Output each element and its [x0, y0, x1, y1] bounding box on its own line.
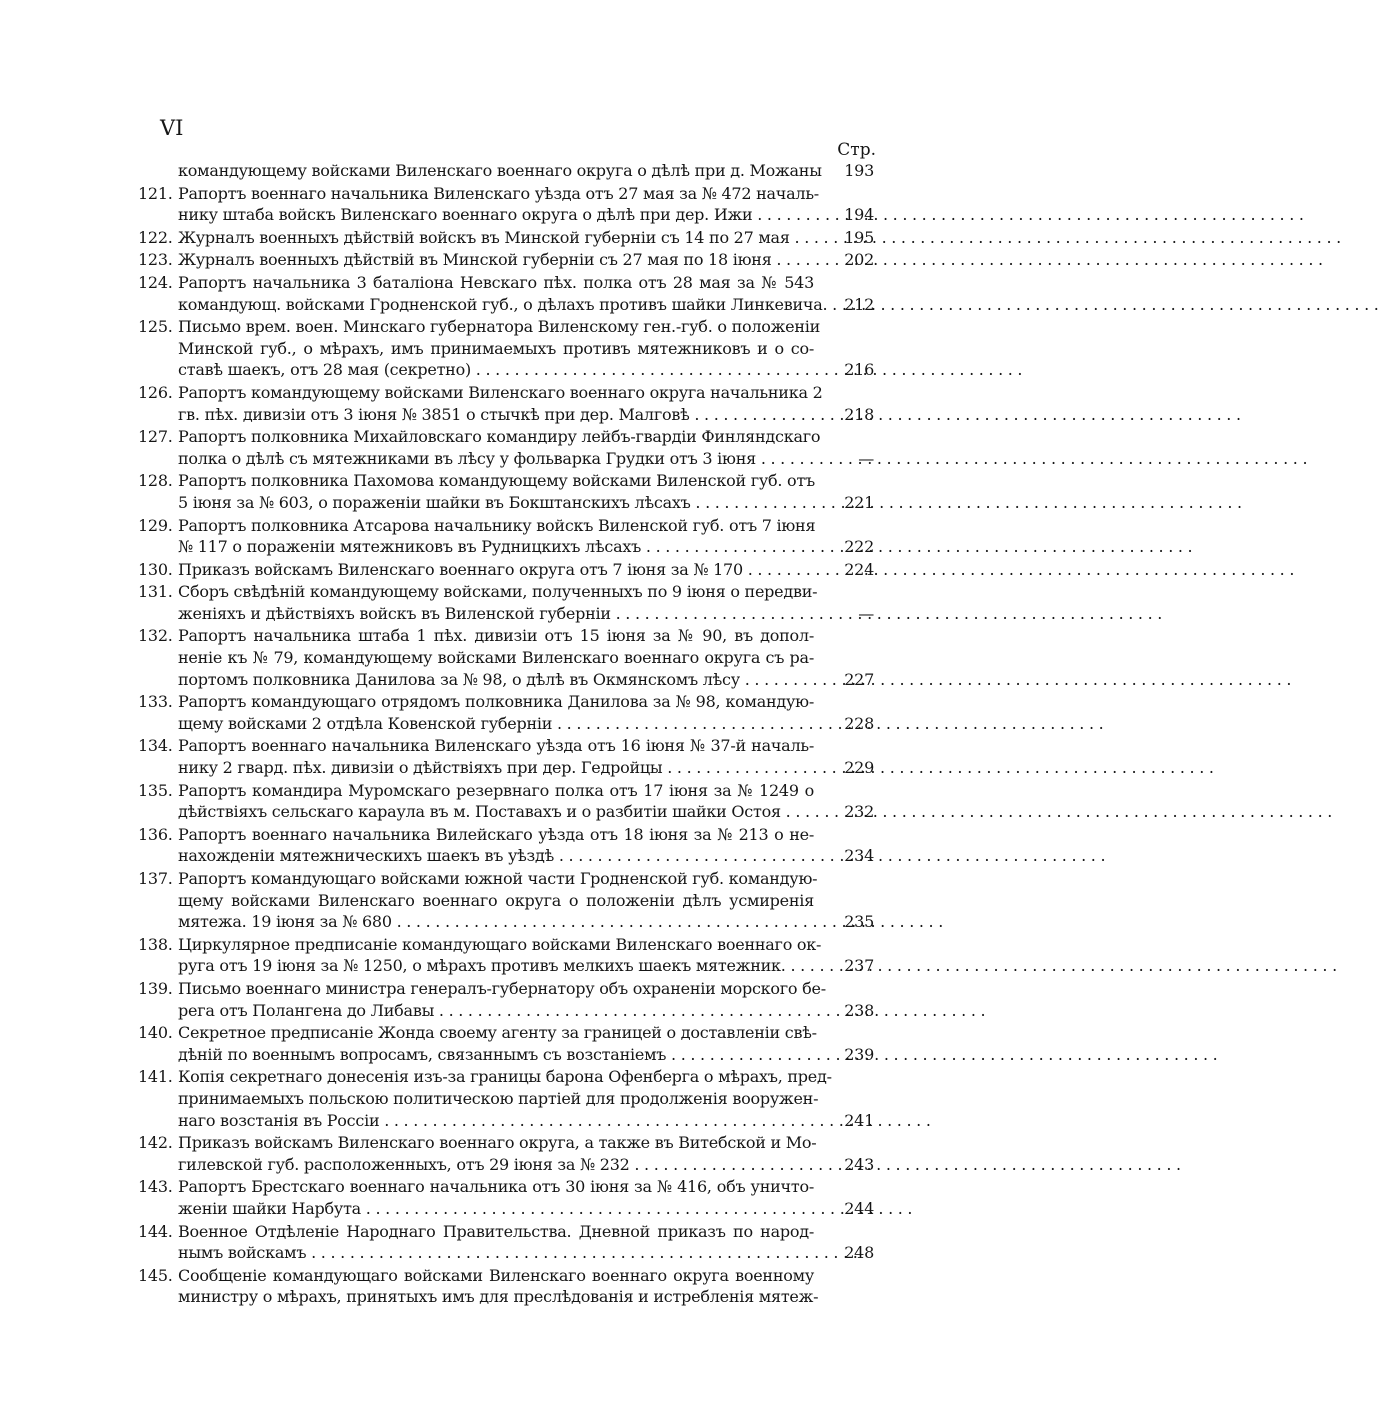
- toc-entry-page: 222: [844, 537, 874, 557]
- toc-entry-text: женіяхъ и дѣйствіяхъ войскъ въ Виленской губерніи . . .: [178, 603, 814, 625]
- toc-entry-page: 195: [844, 227, 874, 247]
- toc-entry-page: 202: [844, 250, 874, 270]
- toc-line: [138, 316, 858, 338]
- toc-entry: [138, 1265, 858, 1308]
- toc-entry-page: 237: [844, 956, 874, 976]
- toc-entry-number: 145.: [138, 1265, 173, 1285]
- toc-line: [138, 338, 858, 360]
- toc-entry-text: Приказъ войскамъ Виленскаго военнаго округа отъ 7 іюня за № 170 . . .: [178, 559, 814, 581]
- toc-entry-text: Военное Отдѣленіе Народнаго Правительства. Дневной приказъ по народ-: [178, 1221, 814, 1241]
- toc-entry-text: Журналъ военныхъ дѣйствій въ Минской губерніи съ 27 мая по 18 іюня . . .: [178, 249, 814, 271]
- toc-line: [138, 780, 858, 802]
- toc-entry-text: Циркулярное предписаніе командующаго войсками Виленскаго военнаго ок-: [178, 934, 822, 954]
- toc-line: [138, 359, 874, 381]
- toc-entry: [138, 426, 874, 469]
- toc-entry-number: 126.: [138, 382, 173, 402]
- toc-entry-page: —: [858, 603, 874, 623]
- toc-entry-text: Рапортъ полковника Атсарова начальнику войскъ Виленской губ. отъ 7 іюня: [178, 515, 816, 535]
- toc-entry-text: Письмо военнаго министра генералъ-губернатору объ охраненіи морского бе-: [178, 978, 826, 998]
- toc-line: [138, 735, 858, 757]
- toc-entry-text: Журналъ военныхъ дѣйствій войскъ въ Минской губерніи съ 14 по 27 мая . . .: [178, 227, 814, 249]
- toc-entry-number: 124.: [138, 272, 173, 292]
- toc-entry-text: Рапортъ военнаго начальника Виленскаго уѣзда отъ 27 мая за № 472 началь-: [178, 183, 819, 203]
- toc-entry-text: гв. пѣх. дивизіи отъ 3 іюня № 3851 о стычкѣ при дер. Малговѣ . . .: [178, 404, 814, 426]
- toc-entry-text: Копія секретнаго донесенія изъ-за границы барона Офенберга о мѣрахъ, пред-: [178, 1067, 832, 1087]
- toc-entry: [138, 691, 874, 734]
- toc-line: [138, 1198, 874, 1220]
- toc-line: [138, 515, 858, 537]
- toc-line: [138, 890, 858, 912]
- toc-entry-text: принимаемыхъ польскою политическою партіей для продолженія вооружен-: [178, 1088, 819, 1108]
- toc-line: [138, 1176, 858, 1198]
- toc-line: [138, 801, 874, 823]
- toc-line: [138, 625, 858, 647]
- toc-line: [138, 1286, 858, 1308]
- toc-line: [138, 227, 874, 249]
- toc-entry-number: 136.: [138, 824, 173, 844]
- toc-entry-number: 129.: [138, 515, 173, 535]
- toc-line: [138, 1044, 874, 1066]
- toc-entry-text: женіи шайки Нарбута . . .: [178, 1198, 814, 1220]
- page-column-header: Стр.: [837, 140, 876, 160]
- toc-entry-text: Сборъ свѣдѣній командующему войсками, полученныхъ по 9 іюня о передви-: [178, 582, 818, 602]
- toc-entry-text: неніе къ № 79, командующему войсками Виленскаго военнаго округа съ ра-: [178, 648, 814, 668]
- toc-entry-number: 140.: [138, 1023, 173, 1043]
- toc-line: [138, 404, 874, 426]
- toc-line: [138, 272, 858, 294]
- toc-entry-number: 127.: [138, 427, 173, 447]
- toc-line: [138, 647, 858, 669]
- toc-entry-text: гилевской губ. расположенныхъ, отъ 29 іюня за № 232 . . .: [178, 1154, 814, 1176]
- toc-entry-text: Рапортъ полковника Михайловскаго командиру лейбъ-гвардіи Финляндскаго: [178, 427, 821, 447]
- toc-entry-page: 224: [844, 559, 874, 579]
- toc-entry: [138, 559, 874, 581]
- toc-line: [138, 1154, 874, 1176]
- toc-line: [138, 559, 874, 581]
- toc-entry: [138, 1066, 874, 1131]
- toc-entry-text: Рапортъ командующаго войсками южной части Гродненской губ. командую-: [178, 869, 818, 888]
- toc-entry-text: министру о мѣрахъ, принятыхъ имъ для преслѣдованія и истребленія мятеж-: [178, 1287, 819, 1307]
- toc-line: [138, 160, 874, 182]
- table-of-contents: [138, 160, 874, 1309]
- toc-entry-page: 227: [844, 669, 874, 689]
- toc-entry: [138, 978, 874, 1021]
- toc-entry-text: нику штаба войскъ Виленскаго военнаго округа о дѣлѣ при дер. Ижи . . .: [178, 204, 814, 226]
- toc-entry-number: 133.: [138, 692, 173, 712]
- toc-entry-page: 212: [844, 294, 874, 314]
- toc-line: [138, 492, 874, 514]
- toc-entry-number: 139.: [138, 978, 173, 998]
- toc-line: [138, 713, 874, 735]
- toc-entry-text: Рапортъ командира Муромскаго резервнаго полка отъ 17 іюня за № 1249 о: [178, 780, 814, 800]
- toc-entry-page: 239: [844, 1044, 874, 1064]
- toc-line: [138, 1221, 858, 1243]
- toc-entry-page: 241: [844, 1110, 874, 1130]
- toc-line: [138, 824, 858, 846]
- toc-line: [138, 1265, 858, 1287]
- toc-entry: [138, 824, 874, 867]
- toc-line: [138, 868, 858, 890]
- toc-entry-page: 232: [844, 802, 874, 822]
- toc-line: [138, 1110, 874, 1132]
- toc-entry-text: дѣйствіяхъ сельскаго караула въ м. Поставахъ и о разбитіи шайки Остоя . . .: [178, 801, 814, 823]
- toc-entry-number: 125.: [138, 317, 173, 337]
- toc-line: [138, 1000, 874, 1022]
- toc-entry-text: руга отъ 19 іюня за № 1250, о мѣрахъ противъ мелкихъ шаекъ мятежник. . . .: [178, 955, 814, 977]
- toc-entry: [138, 272, 874, 315]
- toc-entry-page: 229: [844, 758, 874, 778]
- toc-line: [138, 426, 858, 448]
- toc-entry-text: Рапортъ командующаго отрядомъ полковника Данилова за № 98, командую-: [178, 692, 814, 712]
- toc-entry: [138, 183, 874, 226]
- toc-entry: [138, 249, 874, 271]
- toc-entry-page: 218: [844, 404, 874, 424]
- toc-entry-page: 243: [844, 1154, 874, 1174]
- toc-entry: [138, 625, 874, 690]
- toc-entry-text: ставѣ шаекъ, отъ 28 мая (секретно) . . .: [178, 359, 814, 381]
- toc-line: [138, 757, 874, 779]
- page-number: VI: [160, 116, 184, 140]
- toc-entry: [138, 735, 874, 778]
- toc-entry-text: Секретное предписаніе Жонда своему агенту за границей о доставленіи свѣ-: [178, 1023, 817, 1043]
- toc-line: [138, 934, 858, 956]
- toc-line: [138, 603, 874, 625]
- toc-entry-text: портомъ полковника Данилова за № 98, о дѣлѣ въ Окмянскомъ лѣсу . . .: [178, 669, 814, 691]
- toc-entry: [138, 1176, 874, 1219]
- toc-line: [138, 470, 858, 492]
- toc-entry-page: 216: [844, 360, 874, 380]
- toc-entry-text: 5 іюня за № 603, о пораженіи шайки въ Бокштанскихъ лѣсахъ . . .: [178, 492, 814, 514]
- toc-entry-text: щему войсками Виленскаго военнаго округа о положеніи дѣлъ усмиренія: [178, 890, 814, 910]
- toc-entry: [138, 868, 874, 933]
- toc-entry-number: 121.: [138, 183, 173, 203]
- toc-line: [138, 955, 874, 977]
- toc-line: [138, 382, 858, 404]
- toc-entry-number: 142.: [138, 1133, 173, 1153]
- toc-line: [138, 204, 874, 226]
- toc-entry-text: Рапортъ командующему войсками Виленскаго военнаго округа начальника 2: [178, 382, 823, 402]
- toc-line: [138, 911, 874, 933]
- toc-entry-number: 131.: [138, 582, 173, 602]
- toc-entry-text: наго возстанія въ Россіи . . .: [178, 1110, 814, 1132]
- toc-entry-number: 144.: [138, 1221, 173, 1241]
- toc-entry: [138, 227, 874, 249]
- toc-entry-text: Рапортъ военнаго начальника Вилейскаго уѣзда отъ 18 іюня за № 213 о не-: [178, 824, 814, 844]
- toc-entry-text: Письмо врем. воен. Минскаго губернатора Виленскому ген.-губ. о положеніи: [178, 317, 821, 337]
- toc-entry: [138, 515, 874, 558]
- toc-line: [138, 1132, 858, 1154]
- toc-entry-number: 132.: [138, 626, 173, 646]
- toc-line: [138, 448, 874, 470]
- toc-entry-number: 128.: [138, 471, 173, 491]
- toc-entry: [138, 1221, 874, 1264]
- toc-entry-page: 193: [844, 161, 874, 180]
- toc-entry-page: —: [858, 448, 874, 468]
- toc-line: [138, 294, 874, 316]
- toc-line: [138, 691, 858, 713]
- toc-entry-number: 143.: [138, 1177, 173, 1197]
- toc-entry-text: № 117 о пораженіи мятежниковъ въ Рудницкихъ лѣсахъ . . .: [178, 536, 814, 558]
- toc-line: [138, 1242, 874, 1264]
- toc-line: [138, 536, 874, 558]
- toc-entry: [138, 581, 874, 624]
- toc-entry-page: 238: [844, 1000, 874, 1020]
- toc-entry-text: Рапортъ начальника штаба 1 пѣх. дивизіи отъ 15 іюня за № 90, въ допол-: [178, 626, 814, 646]
- toc-entry-page: 194: [844, 205, 874, 225]
- toc-line: [138, 669, 874, 691]
- toc-entry-text: полка о дѣлѣ съ мятежниками въ лѣсу у фольварка Грудки отъ 3 іюня . . .: [178, 448, 814, 470]
- toc-line: [138, 1066, 858, 1088]
- toc-line: [138, 1088, 858, 1110]
- toc-continuation: [138, 160, 874, 182]
- toc-entry: [138, 382, 874, 425]
- toc-entry: [138, 1022, 874, 1065]
- toc-entry-text: Приказъ войскамъ Виленскаго военнаго округа, а также въ Витебской и Мо-: [178, 1133, 817, 1153]
- toc-line: [138, 581, 858, 603]
- toc-entry-text: мятежа. 19 іюня за № 680 . . .: [178, 911, 814, 933]
- toc-entry-text: Рапортъ Брестскаго военнаго начальника отъ 30 іюня за № 416, объ уничто-: [178, 1177, 814, 1197]
- toc-entry-page: 248: [844, 1243, 874, 1263]
- toc-entry-number: 130.: [138, 559, 173, 579]
- toc-entry: [138, 1132, 874, 1175]
- toc-line: [138, 978, 858, 1000]
- toc-entries: [138, 183, 874, 1308]
- toc-line: [138, 845, 874, 867]
- toc-line: [138, 249, 874, 271]
- toc-entry-page: 221: [844, 492, 874, 512]
- toc-entry-text: дѣній по военнымъ вопросамъ, связаннымъ съ возстаніемъ . . .: [178, 1044, 814, 1066]
- toc-line: [138, 183, 858, 205]
- toc-entry: [138, 780, 874, 823]
- toc-entry: [138, 316, 874, 381]
- toc-entry-text: нымъ войскамъ . . .: [178, 1242, 814, 1264]
- toc-entry-page: 228: [844, 713, 874, 733]
- toc-entry-text: щему войсками 2 отдѣла Ковенской губерніи . . .: [178, 713, 814, 735]
- toc-entry-text: Рапортъ начальника 3 баталіона Невскаго пѣх. полка отъ 28 мая за № 543: [178, 272, 814, 292]
- toc-entry-number: 123.: [138, 250, 173, 270]
- toc-entry-text: нику 2 гвард. пѣх. дивизіи о дѣйствіяхъ при дер. Гедройцы . . .: [178, 757, 814, 779]
- toc-entry-page: 234: [844, 846, 874, 866]
- toc-entry-page: 235: [844, 912, 874, 932]
- toc-line: [138, 1022, 858, 1044]
- toc-entry-text: нахожденіи мятежническихъ шаекъ въ уѣздѣ . . .: [178, 845, 814, 867]
- toc-entry: [138, 934, 874, 977]
- toc-entry-text: рега отъ Полангена до Либавы . . .: [178, 1000, 814, 1022]
- toc-entry-page: 244: [844, 1198, 874, 1218]
- toc-entry-text: командующ. войсками Гродненской губ., о дѣлахъ противъ шайки Линкевича. . . .: [178, 294, 814, 316]
- toc-entry-number: 141.: [138, 1067, 173, 1087]
- toc-entry: [138, 470, 874, 513]
- toc-entry-text: командующему войсками Виленскаго военнаго округа о дѣлѣ при д. Можаны: [178, 161, 822, 180]
- toc-entry-text: Сообщеніе командующаго войсками Виленскаго военнаго округа военному: [178, 1265, 814, 1285]
- toc-entry-number: 137.: [138, 869, 173, 888]
- toc-entry-number: 135.: [138, 780, 173, 800]
- toc-entry-text: Минской губ., о мѣрахъ, имъ принимаемыхъ противъ мятежниковъ и о со-: [178, 338, 814, 358]
- toc-entry-number: 138.: [138, 934, 173, 954]
- toc-entry-number: 122.: [138, 227, 173, 247]
- toc-entry-text: Рапортъ полковника Пахомова командующему войсками Виленской губ. отъ: [178, 471, 815, 491]
- toc-entry-number: 134.: [138, 736, 173, 756]
- toc-entry-text: Рапортъ военнаго начальника Виленскаго уѣзда отъ 16 іюня № 37-й началь-: [178, 736, 814, 756]
